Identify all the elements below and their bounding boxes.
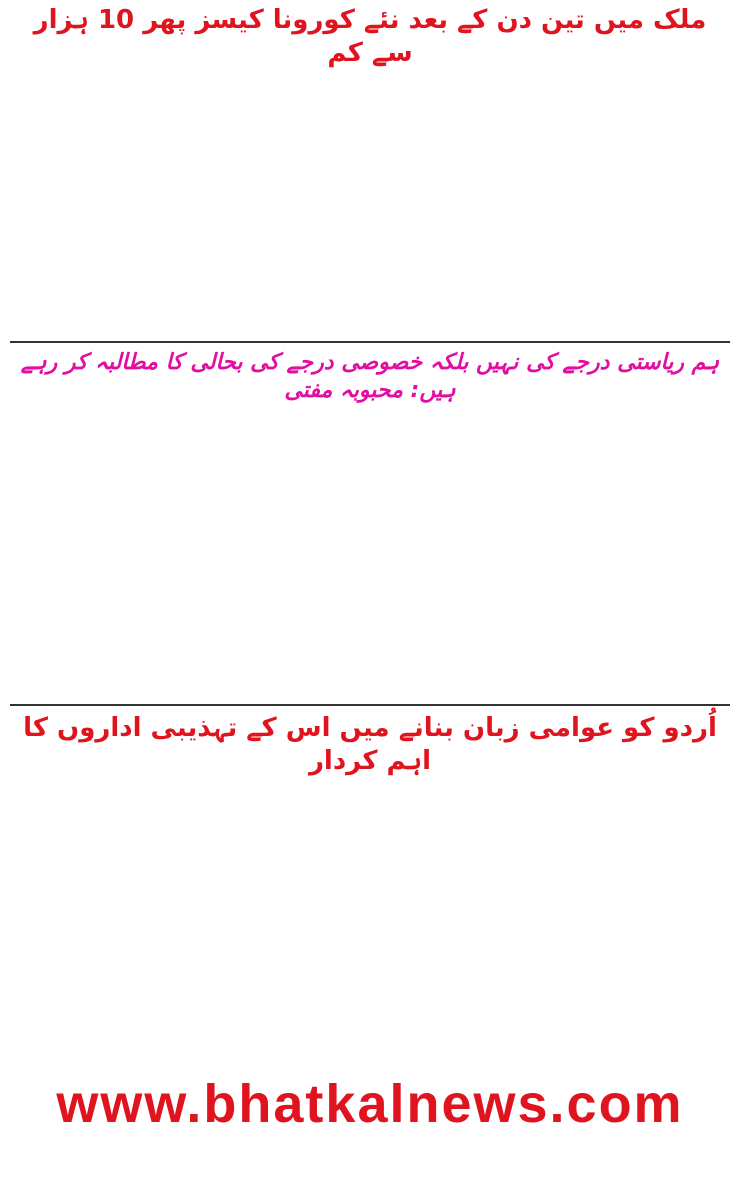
site-footer-link[interactable]: www.bhatkalnews.com [56, 1074, 684, 1134]
headline-corona: ملک میں تین دن کے بعد نئے کورونا کیسز پھر 10 ہزار سے کم [33, 5, 707, 68]
story-body-corona [10, 73, 730, 335]
headline-urdu: اُردو کو عوامی زبان بنانے میں اس کے تہذیبی اداروں کا اہم کردار [23, 713, 717, 776]
divider [10, 341, 730, 343]
story-body-mehbooba [10, 408, 730, 698]
divider [10, 704, 730, 706]
headline-mehbooba: ہم ریاستی درجے کی نہیں بلکہ خصوصی درجے کی بحالی کا مطالبہ کر رہے ہیں: محبوبہ مفتی [20, 350, 720, 403]
